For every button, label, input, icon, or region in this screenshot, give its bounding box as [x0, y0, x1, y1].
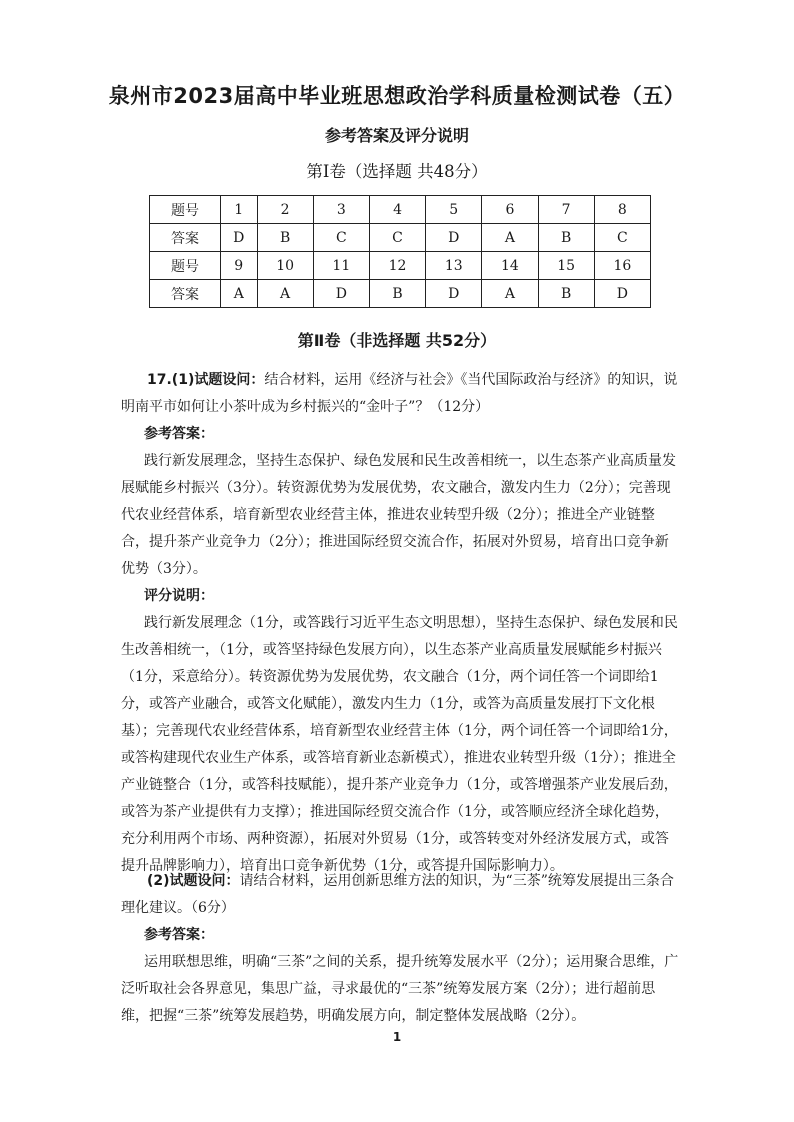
row-header: 答案: [150, 224, 221, 252]
table-cell: 10: [257, 252, 313, 280]
question-17-1: [121, 367, 681, 880]
question-text: 结合材料，运用《经济与社会》《当代国际政治与经济》的知识，说明南平市如何让小茶叶成为乡村振兴的“金叶子”？（12分）: [121, 372, 678, 415]
table-cell: 15: [538, 252, 594, 280]
table-cell: D: [221, 224, 258, 252]
page-number: 1: [392, 1030, 402, 1044]
question-prompt: [121, 367, 681, 421]
table-cell: 1: [221, 196, 258, 224]
table-cell: B: [257, 224, 313, 252]
table-row: [150, 252, 651, 280]
section-heading-part2: 第Ⅱ卷（非选择题 共52分）: [297, 331, 497, 350]
question-prompt: [121, 868, 681, 922]
question-text: 请结合材料，运用创新思维方法的知识，为“三茶”统筹发展提出三条合理化建议。（6分）: [121, 873, 674, 916]
section-heading-part1: 第Ⅰ卷（选择题 共48分）: [306, 162, 488, 181]
table-cell: 7: [538, 196, 594, 224]
table-cell: A: [221, 280, 258, 308]
table-cell: 11: [313, 252, 369, 280]
table-cell: 6: [482, 196, 538, 224]
table-cell: B: [538, 280, 594, 308]
table-cell: 3: [313, 196, 369, 224]
question-lead: (2)试题设问：: [147, 873, 240, 889]
table-cell: 16: [594, 252, 650, 280]
table-cell: A: [482, 280, 538, 308]
table-cell: B: [538, 224, 594, 252]
table-row: [150, 224, 651, 252]
reference-answer-label: 参考答案：: [144, 426, 214, 442]
page-subtitle: 参考答案及评分说明: [324, 126, 469, 145]
table-row: [150, 196, 651, 224]
scoring-label: 评分说明：: [144, 588, 214, 604]
row-header: 答案: [150, 280, 221, 308]
table-cell: 2: [257, 196, 313, 224]
table-cell: C: [594, 224, 650, 252]
table-cell: 4: [369, 196, 425, 224]
reference-answer-text: 运用联想思维，明确“三茶”之间的关系，提升统筹发展水平（2分）；运用聚合思维，广泛听取社会各界意见，集思广益，寻求最优的“三茶”统筹发展方案（2分）；进行超前思维，把握“三茶”统筹发展趋势，明确发展方向，制定整体发展战略（2分）。: [121, 954, 679, 1024]
page-title: 泉州市2023届高中毕业班思想政治学科质量检测试卷（五）: [108, 84, 686, 108]
question-lead: 17.(1)试题设问：: [147, 372, 265, 388]
table-cell: 13: [426, 252, 482, 280]
table-cell: A: [257, 280, 313, 308]
reference-answer-label: 参考答案：: [144, 927, 214, 943]
table-cell: D: [594, 280, 650, 308]
reference-answer-text: 践行新发展理念，坚持生态保护、绿色发展和民生改善相统一，以生态茶产业高质量发展赋能乡村振兴（3分）。转资源优势为发展优势，农文融合，激发内生力（2分）；完善现代农业经营体系，培育新型农业经营主体，推进农业转型升级（2分）；推进全产业链整合，提升茶产业竞争力（2分）；推进国际经贸交流合作，拓展对外贸易，培育出口竞争新优势（3分）。: [121, 453, 676, 577]
table-cell: D: [426, 280, 482, 308]
table-cell: D: [313, 280, 369, 308]
question-17-2: [121, 868, 681, 1030]
answer-table: [149, 195, 651, 308]
row-header: 题号: [150, 196, 221, 224]
row-header: 题号: [150, 252, 221, 280]
table-cell: A: [482, 224, 538, 252]
table-cell: B: [369, 280, 425, 308]
table-cell: 12: [369, 252, 425, 280]
scoring-text: 践行新发展理念（1分，或答践行习近平生态文明思想），坚持生态保护、绿色发展和民生改善相统一，（1分，或答坚持绿色发展方向），以生态茶产业高质量发展赋能乡村振兴（1分，采意给分）。转资源优势为发展优势，农文融合（1分，两个词任答一个词即给1分，或答产业融合，或答文化赋能），激发内生力（1分，或答为高质量发展打下文化根基）；完善现代农业经营体系，培育新型农业经营主体（1分，两个词任答一个词即给1分，或答构建现代农业生产体系，或答培育新业态新模式），推进农业转型升级（1分）；推进全产业链整合（1分，或答科技赋能），提升茶产业竞争力（1分，或答增强茶产业发展后劲，或答为茶产业提供有力支撑）；推进国际经贸交流合作（1分，或答顺应经济全球化趋势，充分利用两个市场、两种资源），拓展对外贸易（1分，或答转变对外经济发展方式，或答提升品牌影响力），培育出口竞争新优势（1分，或答提升国际影响力）。: [121, 615, 678, 874]
table-cell: 9: [221, 252, 258, 280]
table-cell: D: [426, 224, 482, 252]
table-cell: C: [369, 224, 425, 252]
table-row: [150, 280, 651, 308]
table-cell: 5: [426, 196, 482, 224]
table-cell: 8: [594, 196, 650, 224]
table-cell: C: [313, 224, 369, 252]
table-cell: 14: [482, 252, 538, 280]
